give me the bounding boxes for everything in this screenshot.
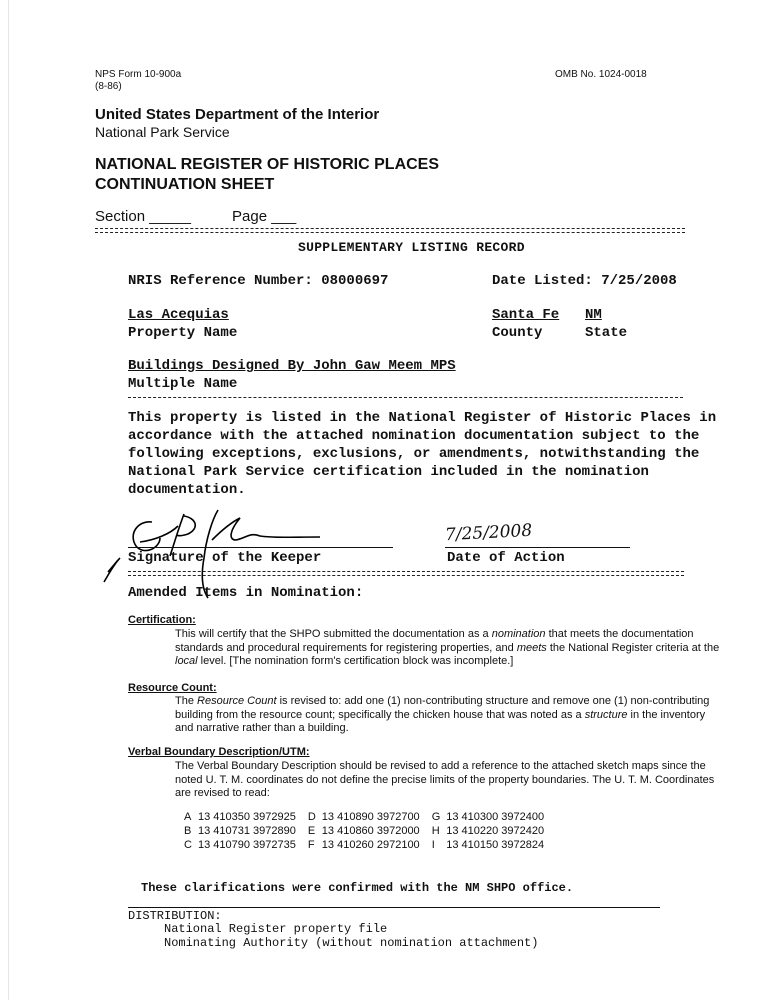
utm-letter: G xyxy=(431,811,441,823)
utm-coordinate: 13 410150 3972824 xyxy=(446,839,545,851)
form-date: (8-86) xyxy=(95,81,122,92)
signature-label: Signature of the Keeper xyxy=(128,550,322,566)
utm-coordinate: 13 410300 3972400 xyxy=(446,811,545,823)
verbal-boundary-heading: Verbal Boundary Description/UTM: xyxy=(128,746,310,758)
state-value: NM xyxy=(585,307,602,323)
form-number: NPS Form 10-900a xyxy=(95,69,182,80)
form-subtitle: CONTINUATION SHEET xyxy=(95,176,275,193)
distribution-label: DISTRIBUTION: xyxy=(128,909,222,923)
county-value: Santa Fe xyxy=(492,307,560,323)
dashed-separator xyxy=(128,397,683,398)
scan-edge xyxy=(8,0,9,1000)
utm-table xyxy=(184,810,548,852)
utm-coordinate: 13 410350 3972925 xyxy=(197,811,296,823)
clarification-note: These clarifications were confirmed with the NM SHPO office. xyxy=(141,881,574,895)
multiple-name-label: Multiple Name xyxy=(128,376,238,392)
page-field: Page ___ xyxy=(232,208,297,225)
utm-coordinate: 13 410890 3972700 xyxy=(321,811,420,823)
utm-letter: H xyxy=(431,825,440,837)
property-name-value: Las Acequias xyxy=(128,307,229,323)
double-rule-mid xyxy=(128,571,684,576)
state-label: State xyxy=(585,325,628,341)
date-line xyxy=(445,547,630,548)
utm-coordinate: 13 410860 3972000 xyxy=(321,825,420,837)
section-field: Section _____ xyxy=(95,208,191,225)
utm-letter: C xyxy=(184,839,192,851)
verbal-boundary-text: The Verbal Boundary Description should be revised to add a reference to the attached sketch maps since the noted U. T. M. coordinates do not define the precise limits of the property boundaries. The U. T. M. Coordinates are revised to read: xyxy=(175,760,715,799)
utm-letter: E xyxy=(307,825,316,837)
distribution-item-1: National Register property file xyxy=(164,922,388,936)
utm-coordinate: 13 410731 3972890 xyxy=(197,825,296,837)
utm-letter: F xyxy=(307,839,315,851)
date-listed: Date Listed: 7/25/2008 xyxy=(492,273,677,289)
distribution-item-2: Nominating Authority (without nomination attachment) xyxy=(164,936,539,950)
utm-row xyxy=(184,838,548,852)
record-heading: SUPPLEMENTARY LISTING RECORD xyxy=(298,240,525,255)
multiple-name-value: Buildings Designed By John Gaw Meem MPS xyxy=(128,358,456,374)
omb-number: OMB No. 1024-0018 xyxy=(555,69,647,80)
resource-count-text: The Resource Count is revised to: add one (1) non-contributing structure and remove one (1) non-contributing building from the resource count; specifically the chicken house that was noted as a structure in the inventory and narrative rather than a building. xyxy=(175,695,710,734)
form-title: NATIONAL REGISTER OF HISTORIC PLACES xyxy=(95,156,440,173)
utm-coordinate: 13 410260 2972100 xyxy=(321,839,420,851)
service-name: National Park Service xyxy=(95,124,230,140)
distribution-rule xyxy=(128,907,660,908)
double-rule-top xyxy=(95,228,685,233)
utm-letter: I xyxy=(431,839,435,851)
utm-coordinate: 13 410790 3972735 xyxy=(197,839,296,851)
property-name-label: Property Name xyxy=(128,325,238,341)
listing-statement: This property is listed in the National Register of Historic Places in accordance with the attached nomination documentation subject to the following exceptions, exclusions, or amendments, notwithstanding the National Park Service certification included in the nomination documentation. xyxy=(128,410,717,498)
utm-letter: A xyxy=(184,811,192,823)
utm-coordinate: 13 410220 3972420 xyxy=(446,825,545,837)
signature-line xyxy=(128,547,393,548)
action-date-handwritten: 7/25/2008 xyxy=(444,520,533,546)
department-name: United States Department of the Interior xyxy=(95,106,380,123)
county-label: County xyxy=(492,325,543,341)
certification-text: This will certify that the SHPO submitted the documentation as a nomination that meets the documentation standards and procedural requirements for registering properties, and meets the National Register criteria at the local level. [The nomination form's certification block was incomplete.] xyxy=(175,628,720,667)
utm-row xyxy=(184,824,548,838)
utm-letter: D xyxy=(307,811,316,823)
nris-reference: NRIS Reference Number: 08000697 xyxy=(128,273,389,289)
amended-heading: Amended Items in Nomination: xyxy=(128,585,364,601)
utm-letter: B xyxy=(184,825,192,837)
utm-row xyxy=(184,810,548,824)
resource-count-heading: Resource Count: xyxy=(128,682,217,694)
date-of-action-label: Date of Action xyxy=(447,550,565,566)
certification-heading: Certification: xyxy=(128,614,196,626)
